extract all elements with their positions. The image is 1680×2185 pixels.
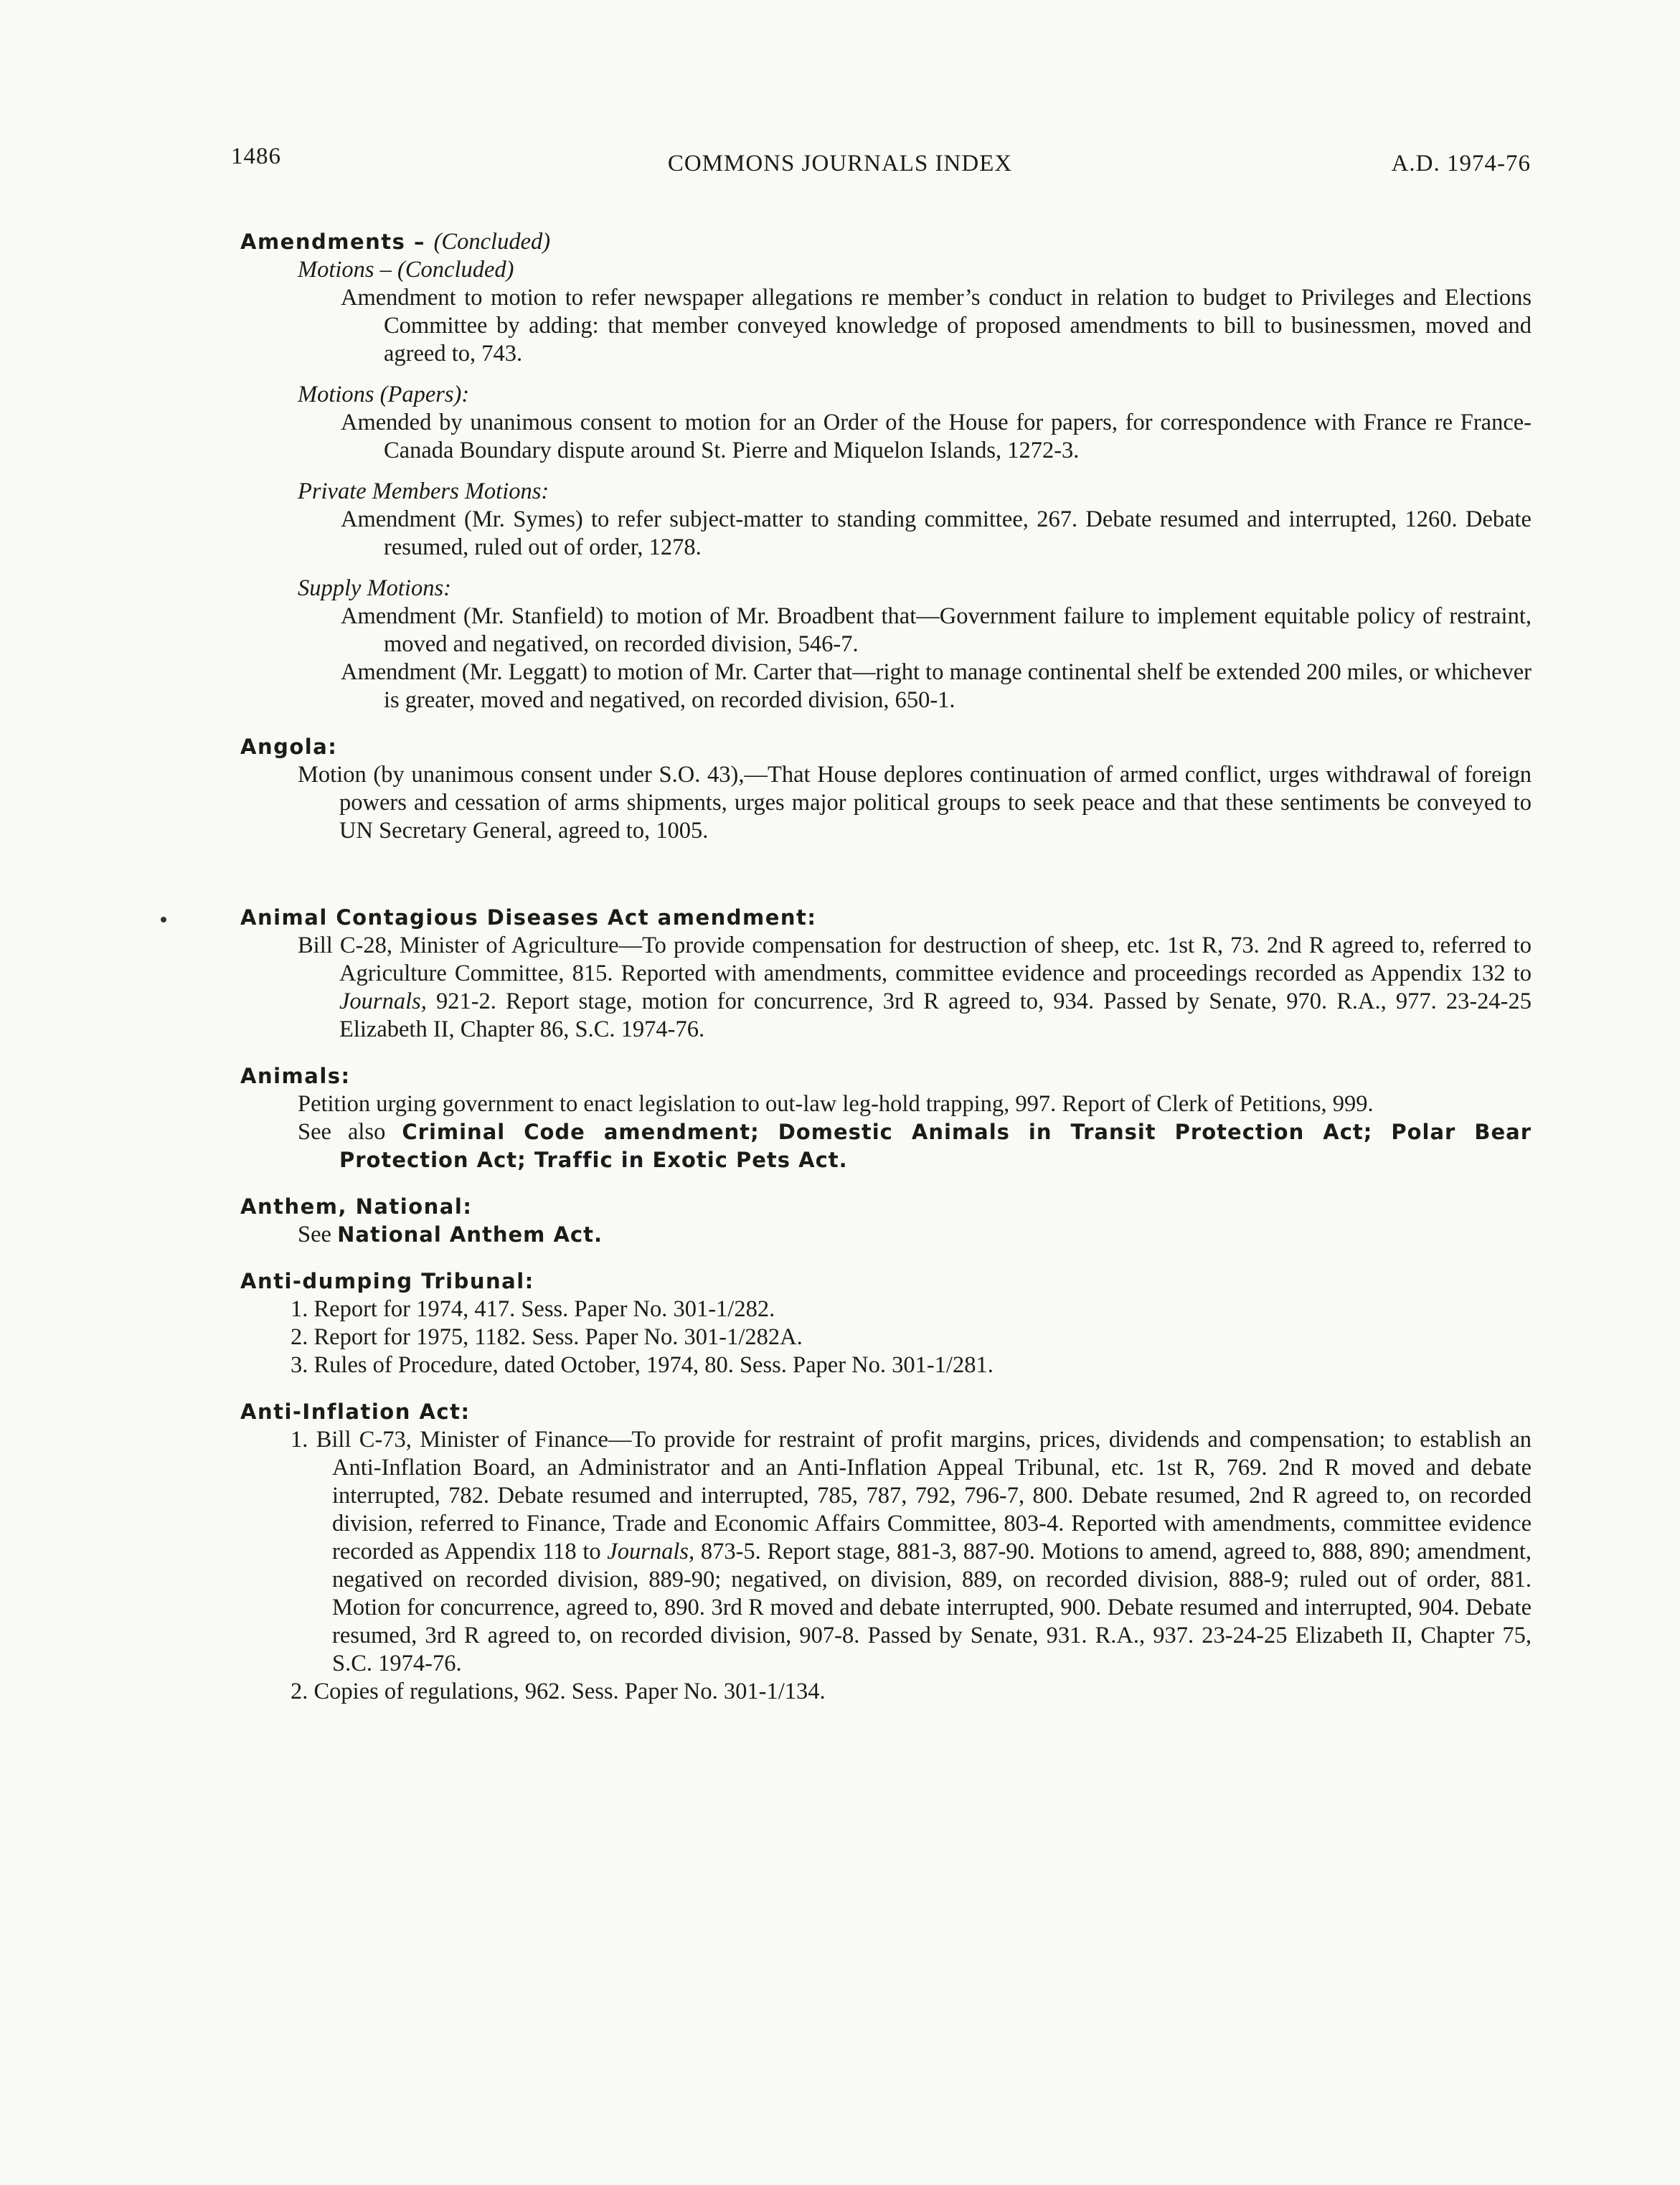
- entry-anti-dumping-tribunal: [240, 1268, 1532, 1379]
- item-text: Copies of regulations, 962. Sess. Paper No. 301-1/134.: [313, 1679, 826, 1704]
- subheading-motions: Motions – (Concluded): [298, 257, 514, 283]
- entry-animals: [240, 1062, 1532, 1174]
- item-text: Bill C-73, Minister of Finance—To provide for restraint of profit margins, prices, dividends and compensation; to establish an Anti-Inflation Board, an Administrator and an Anti-Inflation Appeal Tribunal, etc. 1st R, 769. 2nd R moved and debate interrupted, 782. Debate resumed and interrupted, 785, 787, 792, 796-7, 800. Debate resumed, 2nd R agreed to, on recorded division, referred to Finance, Trade and Economic Affairs Committee, 803-4. Reported with amendments, committee evidence recorded as Appendix 118 to: [316, 1427, 1532, 1565]
- heading-text: Amendments –: [240, 230, 425, 254]
- see-also-refs: Criminal Code amendment; Domestic Animals in Transit Protection Act; Polar Bear Protection Act; Traffic in Exotic Pets Act.: [339, 1120, 1532, 1172]
- see-also: [298, 1118, 1532, 1174]
- numbered-item: [291, 1426, 1532, 1678]
- page-date: A.D. 1974-76: [1391, 151, 1531, 176]
- entry-item: Amendment (Mr. Symes) to refer subject-matter to standing committee, 267. Debate resumed and interrupted, 1260. Debate resumed, ruled out of order, 1278.: [341, 506, 1532, 560]
- numbered-item: [291, 1323, 1532, 1351]
- see-also-label: See also: [298, 1119, 386, 1145]
- item-number: 1.: [291, 1296, 308, 1322]
- numbered-item: [291, 1296, 1532, 1323]
- entry-anti-inflation-act: [240, 1398, 1532, 1706]
- item-text: Rules of Procedure, dated October, 1974, 80. Sess. Paper No. 301-1/281.: [313, 1352, 994, 1378]
- see-label: See: [298, 1222, 331, 1247]
- entry-item: Amendment (Mr. Stanfield) to motion of Mr. Broadbent that—Government failure to implement equitable policy of restraint, moved and negatived, on recorded division, 546-7.: [341, 603, 1532, 657]
- subheading-motions-papers: Motions (Papers):: [298, 382, 470, 407]
- entry-heading: Animal Contagious Diseases Act amendment:: [240, 905, 817, 930]
- item-number: 2.: [291, 1324, 308, 1350]
- page-header: [0, 143, 1680, 187]
- subheading-private-members: Private Members Motions:: [298, 478, 549, 504]
- numbered-item: [291, 1351, 1532, 1379]
- item-journals-ref: Journals,: [607, 1539, 695, 1565]
- entry-heading: Anti-Inflation Act:: [240, 1400, 471, 1424]
- entry-anthem-national: [240, 1193, 1532, 1249]
- entry-heading: Anthem, National:: [240, 1194, 473, 1219]
- item-text: 921-2. Report stage, motion for concurrence, 3rd R agreed to, 934. Passed by Senate, 970. R.A., 977. 23-24-25 Elizabeth II, Chapter 86, S.C. 1974-76.: [339, 988, 1532, 1042]
- page-number: 1486: [231, 143, 281, 169]
- numbered-item: [291, 1678, 1532, 1706]
- item-text: Bill C-28, Minister of Agriculture—To provide compensation for destruction of sheep, etc. 1st R, 73. 2nd R agreed to, referred to Agriculture Committee, 815. Reported with amendments, committee evidence and proceedings recorded as Appendix 132 to: [298, 933, 1532, 986]
- subheading-supply: Supply Motions:: [298, 575, 451, 601]
- item-number: 3.: [291, 1352, 308, 1378]
- item-text: Report for 1975, 1182. Sess. Paper No. 301-1/282A.: [313, 1324, 803, 1350]
- index-content: [240, 228, 1532, 1724]
- entry-amendments: [240, 228, 1532, 714]
- item-journals-ref: Journals,: [339, 988, 427, 1014]
- see-reference: [298, 1221, 1532, 1249]
- entry-item: Amendment (Mr. Leggatt) to motion of Mr. Carter that—right to manage continental shelf be extended 200 miles, or whichever is greater, moved and negatived, on recorded division, 650-1.: [341, 659, 1532, 713]
- item-text: Report for 1974, 417. Sess. Paper No. 301-1/282.: [313, 1296, 775, 1322]
- entry-item: Amendment to motion to refer newspaper allegations re member’s conduct in relation to budget to Privileges and Elections Committee by adding: that member conveyed knowledge of proposed amendments to bill to businessmen, moved and agreed to, 743.: [341, 285, 1532, 367]
- entry-heading: Angola:: [240, 735, 338, 759]
- entry-angola: [240, 733, 1532, 845]
- page-title: COMMONS JOURNALS INDEX: [667, 151, 1013, 176]
- entry-item: Motion (by unanimous consent under S.O. 43),—That House deplores continuation of armed conflict, urges withdrawal of foreign powers and cessation of arms shipments, urges major political groups to seek peace and that these sentiments be conveyed to UN Secretary General, agreed to, 1005.: [298, 762, 1532, 844]
- entry-item: Amended by unanimous consent to motion for an Order of the House for papers, for correspondence with France re France-Canada Boundary dispute around St. Pierre and Miquelon Islands, 1272-3.: [341, 410, 1532, 463]
- item-text: 873-5. Report stage, 881-3, 887-90. Motions to amend, agreed to, 888, 890; amendment, negatived on recorded division, 889-90; negatived, on division, 889, on recorded division, 888-9; ruled out of order, 881. Motion for concurrence, agreed to, 890. 3rd R moved and debate interrupted, 900. Debate resumed and interrupted, 904. Debate resumed, 3rd R agreed to, on recorded division, 907-8. Passed by Senate, 931. R.A., 937. 23-24-25 Elizabeth II, Chapter 75, S.C. 1974-76.: [332, 1539, 1532, 1676]
- heading-continued: (Concluded): [433, 229, 551, 255]
- entry-heading: Anti-dumping Tribunal:: [240, 1269, 534, 1293]
- entry-item: [298, 932, 1532, 1044]
- entry-heading: Animals:: [240, 1064, 351, 1088]
- item-number: 2.: [291, 1679, 308, 1704]
- speck-mark: [161, 917, 166, 922]
- item-number: 1.: [291, 1427, 308, 1453]
- see-ref: National Anthem Act.: [337, 1222, 603, 1247]
- entry-animal-contagious-diseases: [240, 904, 1532, 1044]
- entry-heading: [240, 228, 1532, 256]
- entry-item: Petition urging government to enact legislation to out-law leg-hold trapping, 997. Report of Clerk of Petitions, 999.: [298, 1091, 1374, 1117]
